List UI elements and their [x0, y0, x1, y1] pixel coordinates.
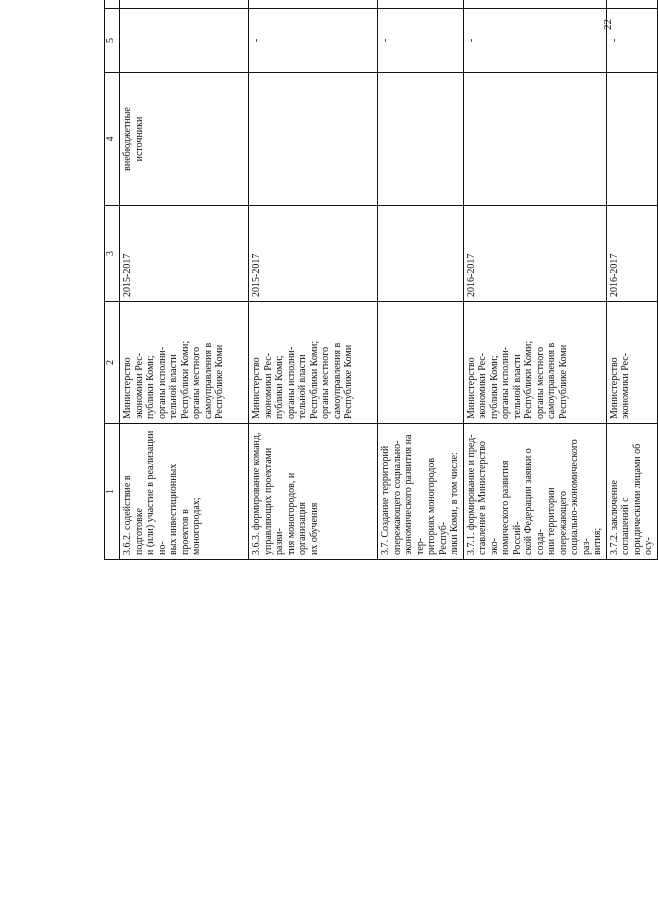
table-row	[378, 0, 464, 560]
table-row	[606, 0, 657, 560]
header-row	[105, 0, 120, 560]
period-cell: 2016-2017	[606, 206, 657, 302]
measure-cell: 3.7.2. заключение соглашений с юридическими лицами об осу-	[606, 424, 657, 560]
measure-cell: 3.6.2. содействие в подготовке и (или) участие в реализации но- вых инвестиционных проектов в моногородах;	[120, 424, 249, 560]
source-cell	[249, 73, 378, 206]
value-cell	[120, 0, 249, 9]
header-cell	[105, 0, 120, 9]
table-row	[463, 0, 606, 560]
value-cell: -	[463, 9, 606, 73]
header-cell: 1	[105, 424, 120, 560]
period-cell: 2016-2017	[463, 206, 606, 302]
rotated-landscape-content	[104, 0, 654, 560]
value-cell: -	[378, 9, 464, 73]
header-cell: 3	[105, 206, 120, 302]
source-cell: внебюджетные источники	[120, 73, 249, 206]
value-cell	[606, 0, 657, 9]
value-cell	[378, 0, 464, 9]
period-cell: 2015-2017	[249, 206, 378, 302]
period-cell: 2015-2017	[120, 206, 249, 302]
value-cell	[463, 0, 606, 9]
value-cell	[120, 9, 249, 73]
header-cell: 2	[105, 302, 120, 424]
period-cell	[378, 206, 464, 302]
source-cell	[463, 73, 606, 206]
table-row	[249, 0, 378, 560]
document-page	[104, 20, 654, 888]
executor-cell: Министерство экономики Рес- публики Коми; органы исполни- тельной власти Республики Коми; органы местного самоуправления в Республике Коми	[249, 302, 378, 424]
executor-cell: Министерство экономики Рес- публики Коми; органы исполни- тельной власти Республики Коми; органы местного самоуправления в Республике Коми	[120, 302, 249, 424]
source-cell	[606, 73, 657, 206]
measure-cell: 3.7.1. формирование и пред- ставление в Министерство эко- номического развития Россий- ской Федерации заявки о созда- нии территории опережающего социально-экономического раз- вития;	[463, 424, 606, 560]
measure-cell: 3.7. Создание территорий опережающего социально- экономического развития на тер- риториях моногородов Респуб- лики Коми, в том числе:	[378, 424, 464, 560]
page-number: 22	[602, 19, 614, 30]
program-measures-table	[104, 0, 658, 560]
source-cell	[378, 73, 464, 206]
header-cell: 5	[105, 9, 120, 73]
header-cell: 4	[105, 73, 120, 206]
measure-cell: 3.6.3. формирование команд, управляющих проектами разви- тия моногородов, и организация их обучения	[249, 424, 378, 560]
executor-cell: Министерство экономики Рес- публики Коми; органы исполни- тельной власти Республики Коми; органы местного самоуправления в Республике Коми	[463, 302, 606, 424]
executor-cell: Министерство экономики Рес-	[606, 302, 657, 424]
value-cell	[249, 0, 378, 9]
value-cell: -	[606, 9, 657, 73]
executor-cell	[378, 302, 464, 424]
table-row	[120, 0, 249, 560]
value-cell: -	[249, 9, 378, 73]
